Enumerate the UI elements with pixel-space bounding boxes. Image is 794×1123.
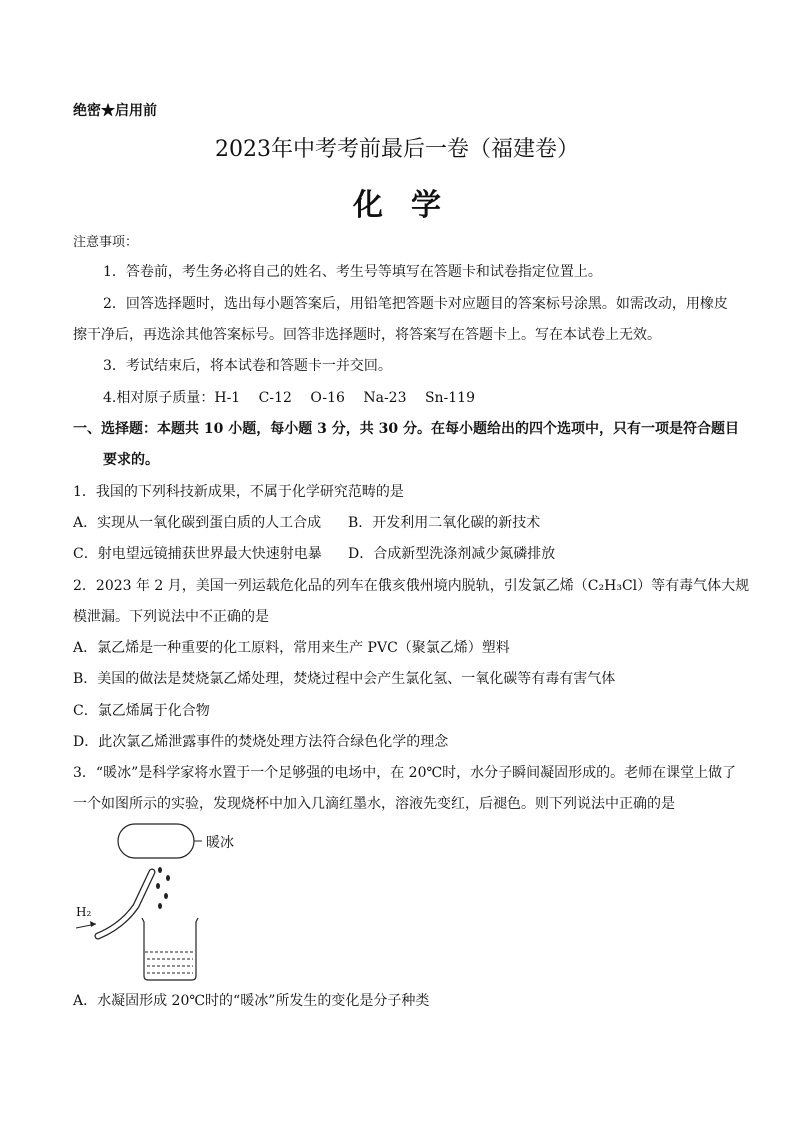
q1-option-a: A．实现从一氧化碳到蛋白质的人工合成 xyxy=(73,515,322,531)
q2-option-a: A．氯乙烯是一种重要的化工原料，常用来生产 PVC（聚氯乙烯）塑料 xyxy=(73,640,510,656)
notice-heading: 注意事项： xyxy=(73,235,139,250)
section-heading: 一、选择题：本题共 10 小题，每小题 3 分，共 30 分。在每小题给出的四个选项中，只有一项是符合题目 xyxy=(73,421,739,437)
figure-label-warm-ice: 暖冰 xyxy=(206,835,234,851)
notice-item-1: 1．答卷前，考生务必将自己的姓名、考生号等填写在答题卡和试卷指定位置上。 xyxy=(103,264,602,280)
q3-option-a: A．水凝固形成 20℃时的“暖冰”所发生的变化是分子种类 xyxy=(73,993,430,1009)
exam-title: 2023年中考考前最后一卷（福建卷） xyxy=(215,137,579,162)
q2-stem-cont: 模泄漏。下列说法中不正确的是 xyxy=(73,609,269,625)
q2-option-c: C．氯乙烯属于化合物 xyxy=(73,703,210,719)
experiment-diagram xyxy=(70,818,270,988)
experiment-figure xyxy=(70,818,270,988)
droplet xyxy=(164,893,168,899)
q1-stem: 1．我国的下列科技新成果，不属于化学研究范畴的是 xyxy=(73,484,404,500)
beaker xyxy=(142,918,198,980)
q1-option-b: B．开发利用二氧化碳的新技术 xyxy=(348,515,541,531)
q3-stem: 3．“暖冰”是科学家将水置于一个足够强的电场中，在 20℃时，水分子瞬间凝固形成的。老师在课堂上做了 xyxy=(73,765,737,781)
notice-item-2: 2．回答选择题时，选出每小题答案后，用铅笔把答题卡对应题目的答案标号涂黑。如需改动，用橡皮 xyxy=(103,296,728,312)
notice-item-2-cont: 擦干净后，再选涂其他答案标号。回答非选择题时，将答案写在答题卡上。写在本试卷上无效。 xyxy=(73,327,661,343)
q2-option-b: B．美国的做法是焚烧氯乙烯处理，焚烧过程中会产生氯化氢、一氧化碳等有毒有害气体 xyxy=(73,671,616,687)
notice-item-4: 4.相对原子质量：H-1 C-12 O-16 Na-23 Sn-119 xyxy=(103,390,475,406)
q1-option-c: C．射电望远镜捕获世界最大快速射电暴 xyxy=(73,546,322,562)
subject-title: 化学 xyxy=(353,188,469,223)
q2-option-d: D．此次氯乙烯泄露事件的焚烧处理方法符合绿色化学的理念 xyxy=(73,734,449,750)
droplet xyxy=(166,875,170,881)
warm-ice-block xyxy=(118,824,194,858)
q1-option-d: D．合成新型洗涤剂减少氮磷排放 xyxy=(348,546,556,562)
q3-stem-cont: 一个如图所示的实验，发现烧杯中加入几滴红墨水，溶液先变红，后褪色。则下列说法中正确的是 xyxy=(73,796,675,812)
notice-item-3: 3．考试结束后，将本试卷和答题卡一并交回。 xyxy=(103,358,392,374)
droplet xyxy=(156,883,160,889)
q2-stem: 2．2023 年 2 月，美国一列运载危化品的列车在俄亥俄州境内脱轨，引发氯乙烯（C₂H₃Cl）等有毒气体大规 xyxy=(73,578,750,594)
section-heading-cont: 要求的。 xyxy=(103,452,159,468)
droplet xyxy=(158,867,162,873)
droplet xyxy=(158,903,162,909)
confidential-mark: 绝密★启用前 xyxy=(73,103,157,119)
figure-label-h2: H₂ xyxy=(76,905,92,919)
